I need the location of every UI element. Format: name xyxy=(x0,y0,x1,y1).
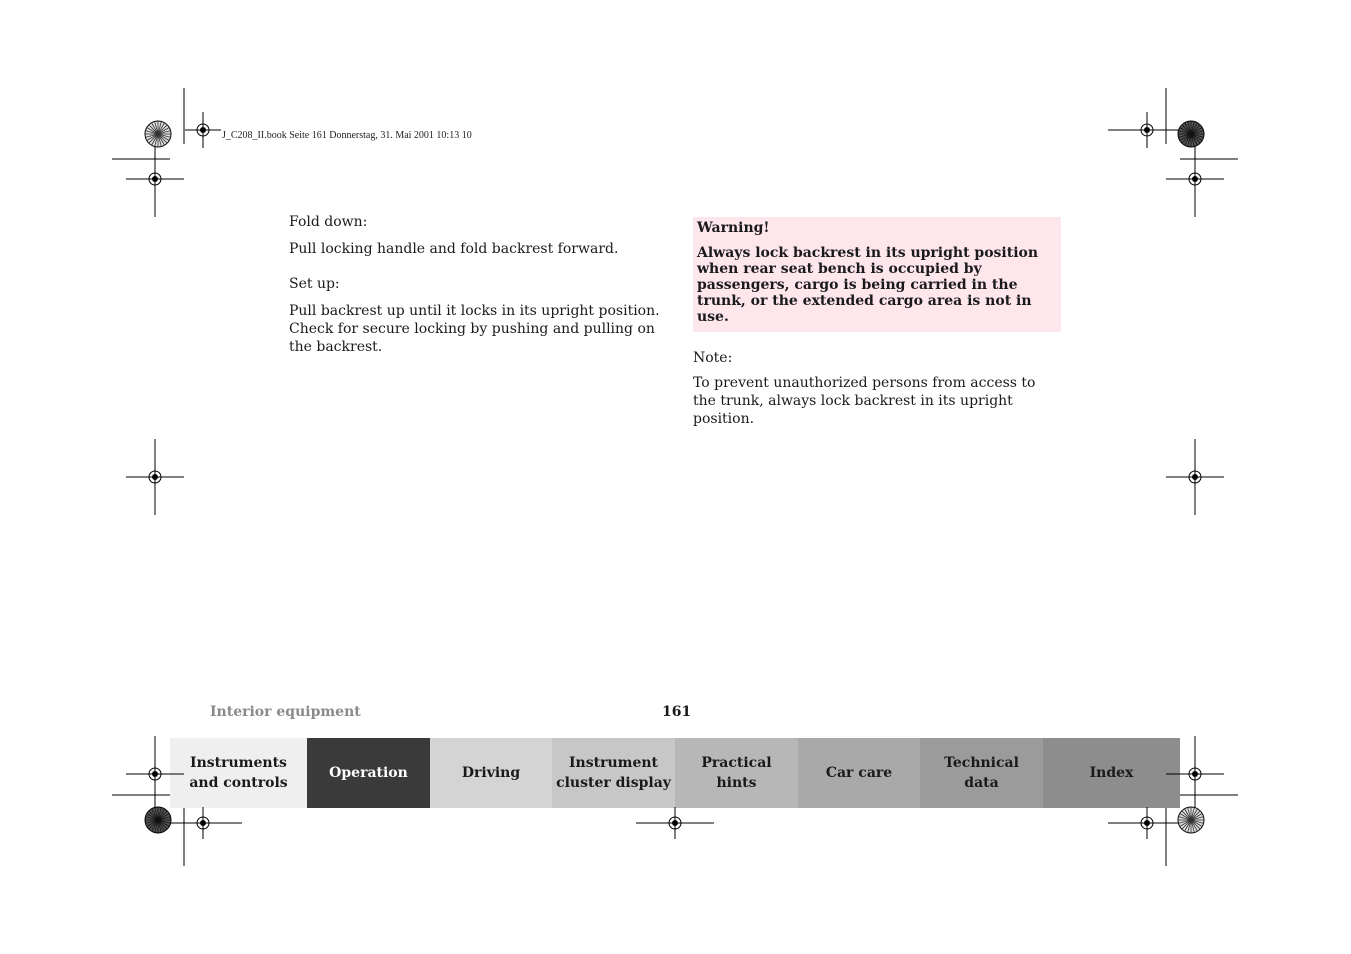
crosshair-mark xyxy=(1108,807,1186,839)
print-slug: J_C208_II.book Seite 161 Donnerstag, 31. Mai 2001 10:13 10 xyxy=(222,130,472,141)
warning-text: Always lock backrest in its upright position when rear seat bench is occupied by passengers, cargo is being carried in the trunk, or the extended cargo area is not in use. xyxy=(697,245,1039,325)
crosshair-mark xyxy=(1108,112,1186,148)
starburst-mark xyxy=(1178,807,1204,833)
tab-practical-hints[interactable]: Practical hints xyxy=(675,738,798,808)
tab-index[interactable]: Index xyxy=(1043,738,1180,808)
fold-down-text: Pull locking handle and fold backrest forward. xyxy=(289,241,619,257)
tab-instruments-and-controls[interactable]: Instruments and controls xyxy=(170,738,307,808)
tab-technical-data[interactable]: Technical data xyxy=(920,738,1043,808)
section-title: Interior equipment xyxy=(210,704,361,720)
starburst-mark xyxy=(1178,121,1204,147)
crosshair-mark xyxy=(126,439,184,515)
note-label: Note: xyxy=(693,350,733,366)
page-number: 161 xyxy=(662,704,692,720)
set-up-text: Pull backrest up until it locks in its upright position. Check for secure locking by pushing and pulling on the backrest. xyxy=(289,303,660,355)
warning-title: Warning! xyxy=(697,220,770,236)
fold-down-label: Fold down: xyxy=(289,214,368,230)
starburst-mark xyxy=(145,807,171,833)
crosshair-mark xyxy=(1166,736,1224,812)
crosshair-mark xyxy=(1166,141,1224,217)
crosshair-mark xyxy=(1166,439,1224,515)
starburst-mark xyxy=(145,121,171,147)
set-up-label: Set up: xyxy=(289,276,340,292)
crosshair-mark xyxy=(164,807,242,839)
tab-operation[interactable]: Operation xyxy=(307,738,430,808)
crosshair-mark xyxy=(126,141,184,217)
tab-instrument-cluster-display[interactable]: Instrument cluster display xyxy=(552,738,675,808)
crosshair-mark xyxy=(126,736,184,812)
tab-driving[interactable]: Driving xyxy=(430,738,552,808)
tab-car-care[interactable]: Car care xyxy=(798,738,920,808)
crosshair-mark xyxy=(636,807,714,839)
crosshair-mark xyxy=(185,112,221,148)
note-text: To prevent unauthorized persons from access to the trunk, always lock backrest in its upright position. xyxy=(693,375,1036,427)
